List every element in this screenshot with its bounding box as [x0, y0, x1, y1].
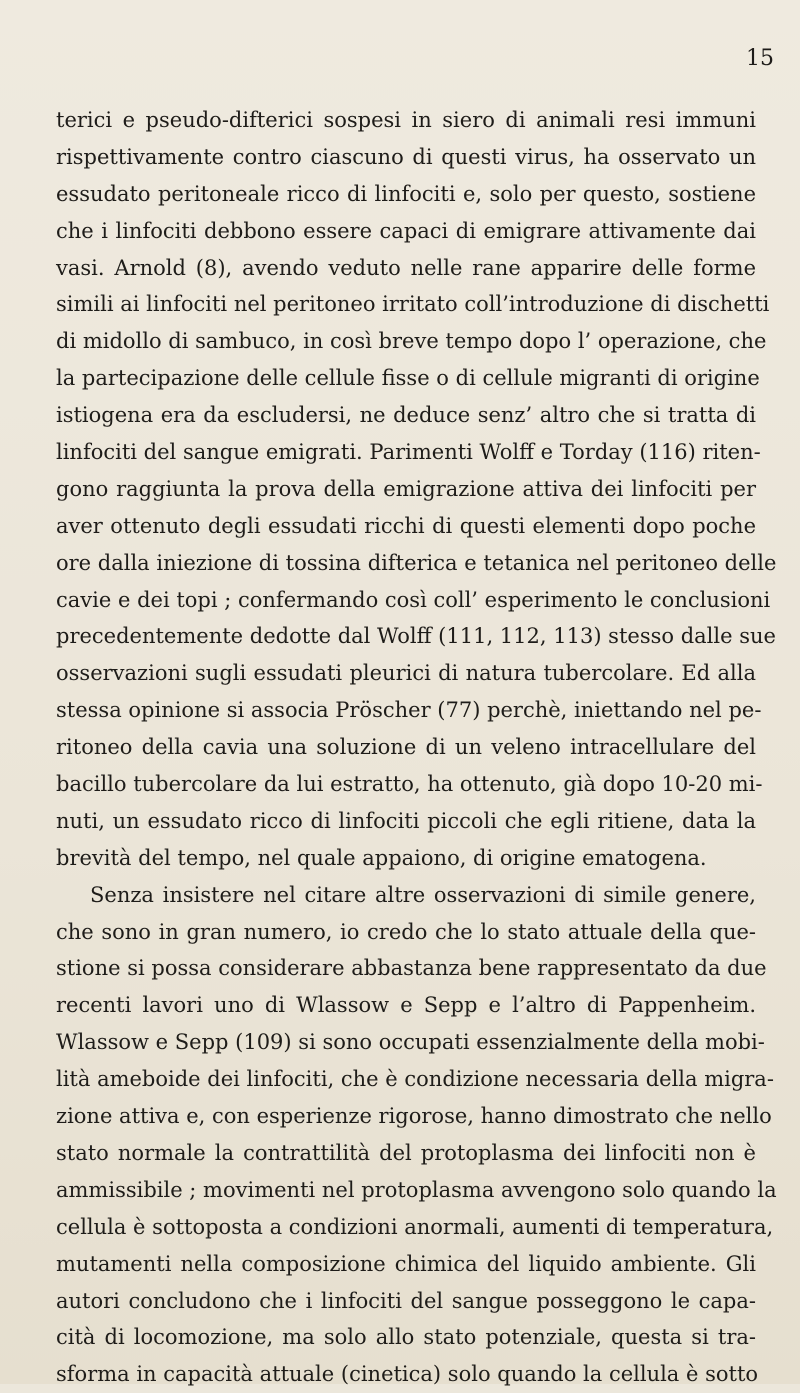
text-line: stessa opinione si associa Pröscher (77) perchè, iniettando nel pe-: [56, 698, 762, 723]
text-line: mutamenti nella composizione chimica del liquido ambiente. Gli: [56, 1251, 756, 1276]
text-line: di midollo di sambuco, in così breve tempo dopo l’ operazione, che: [56, 329, 767, 354]
body-text: [56, 102, 777, 1393]
paragraph: [56, 102, 777, 877]
text-line: gono raggiunta la prova della emigrazione attiva dei linfociti per: [56, 476, 756, 501]
text-line: brevità del tempo, nel quale appaiono, di origine ematogena.: [56, 845, 707, 870]
text-line: stione si possa considerare abbastanza bene rappresentato da due: [56, 956, 767, 981]
text-line: linfociti del sangue emigrati. Parimenti Wolff e Torday (116) riten-: [56, 440, 761, 465]
text-line: la partecipazione delle cellule fisse o di cellule migranti di origine: [56, 366, 760, 391]
text-line: zione attiva e, con esperienze rigorose, hanno dimostrato che nello: [56, 1104, 772, 1129]
text-line: rispettivamente contro ciascuno di questi virus, ha osservato un: [56, 144, 756, 169]
text-line: osservazioni sugli essudati pleurici di natura tubercolare. Ed alla: [56, 661, 756, 686]
text-line: essudato peritoneale ricco di linfociti e, solo per questo, sostiene: [56, 181, 756, 206]
text-line: nuti, un essudato ricco di linfociti piccoli che egli ritiene, data la: [56, 808, 756, 833]
text-line: simili ai linfociti nel peritoneo irritato coll’introduzione di dischetti: [56, 292, 770, 317]
text-line: ore dalla iniezione di tossina difterica e tetanica nel peritoneo delle: [56, 550, 777, 575]
text-line: aver ottenuto degli essudati ricchi di questi elementi dopo poche: [56, 513, 756, 538]
text-line: vasi. Arnold (8), avendo veduto nelle rane apparire delle forme: [56, 255, 756, 280]
paragraph: [56, 877, 777, 1393]
text-line: precedentemente dedotte dal Wolff (111, 112, 113) stesso dalle sue: [56, 624, 776, 649]
text-line: Senza insistere nel citare altre osservazioni di simile genere,: [90, 882, 756, 907]
text-line: che sono in gran numero, io credo che lo stato attuale della que-: [56, 919, 756, 944]
text-line: cavie e dei topi ; confermando così coll’ esperimento le conclusioni: [56, 587, 771, 612]
text-line: cellula è sottoposta a condizioni anormali, aumenti di temperatura,: [56, 1214, 774, 1239]
text-line: ammissibile ; movimenti nel protoplasma avvengono solo quando la: [56, 1177, 777, 1202]
text-line: bacillo tubercolare da lui estratto, ha ottenuto, già dopo 10-20 mi-: [56, 772, 763, 797]
text-line: recenti lavori uno di Wlassow e Sepp e l’altro di Pappenheim.: [56, 993, 756, 1018]
text-line: stato normale la contrattilità del protoplasma dei linfociti non è: [56, 1140, 756, 1165]
text-line: sforma in capacità attuale (cinetica) solo quando la cellula è sotto: [56, 1362, 759, 1387]
page-number: 15: [746, 46, 774, 71]
text-line: Wlassow e Sepp (109) si sono occupati essenzialmente della mobi-: [56, 1030, 765, 1055]
text-line: ritoneo della cavia una soluzione di un veleno intracellulare del: [56, 735, 756, 760]
text-line: terici e pseudo-difterici sospesi in siero di animali resi immuni: [56, 108, 756, 132]
text-line: cità di locomozione, ma solo allo stato potenziale, questa si tra-: [56, 1325, 756, 1350]
text-line: istiogena era da escludersi, ne deduce senz’ altro che si tratta di: [56, 403, 756, 428]
text-line: lità ameboide dei linfociti, che è condizione necessaria della migra-: [56, 1067, 774, 1092]
text-line: autori concludono che i linfociti del sangue posseggono le capa-: [56, 1288, 756, 1313]
text-line: che i linfociti debbono essere capaci di emigrare attivamente dai: [56, 218, 756, 243]
